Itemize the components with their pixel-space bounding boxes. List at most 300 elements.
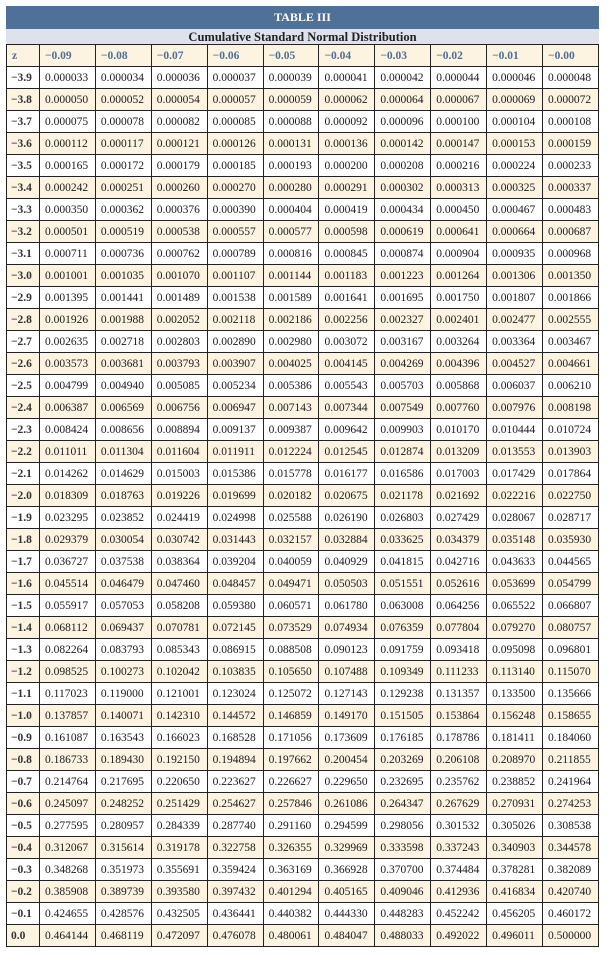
probability-cell: 0.001107	[207, 265, 263, 287]
table-row	[7, 617, 599, 639]
probability-cell: 0.000046	[487, 67, 543, 89]
probability-cell: 0.004396	[431, 353, 487, 375]
table-row	[7, 881, 599, 903]
probability-cell: 0.008198	[543, 397, 599, 419]
probability-cell: 0.010170	[431, 419, 487, 441]
probability-cell: 0.035148	[487, 529, 543, 551]
probability-cell: 0.005386	[263, 375, 319, 397]
probability-cell: 0.000041	[319, 67, 375, 89]
z-value-cell: −1.1	[7, 683, 40, 705]
probability-cell: 0.123024	[207, 683, 263, 705]
probability-cell: 0.000165	[40, 155, 96, 177]
probability-cell: 0.074934	[319, 617, 375, 639]
probability-cell: 0.001035	[95, 265, 151, 287]
probability-cell: 0.009387	[263, 419, 319, 441]
probability-cell: 0.000042	[375, 67, 431, 89]
probability-cell: 0.038364	[151, 551, 207, 573]
probability-cell: 0.241964	[543, 771, 599, 793]
probability-cell: 0.070781	[151, 617, 207, 639]
probability-cell: 0.021692	[431, 485, 487, 507]
probability-cell: 0.472097	[151, 925, 207, 947]
probability-cell: 0.000233	[543, 155, 599, 177]
probability-cell: 0.001001	[40, 265, 96, 287]
probability-cell: 0.003681	[95, 353, 151, 375]
probability-cell: 0.000185	[207, 155, 263, 177]
probability-cell: 0.163543	[95, 727, 151, 749]
probability-cell: 0.000302	[375, 177, 431, 199]
table-row	[7, 309, 599, 331]
probability-cell: 0.015386	[207, 463, 263, 485]
probability-cell: 0.013903	[543, 441, 599, 463]
probability-cell: 0.082264	[40, 639, 96, 661]
table-row	[7, 793, 599, 815]
probability-cell: 0.022750	[543, 485, 599, 507]
probability-cell: 0.428576	[95, 903, 151, 925]
probability-cell: 0.017429	[487, 463, 543, 485]
probability-cell: 0.012224	[263, 441, 319, 463]
z-value-cell: −3.3	[7, 199, 40, 221]
probability-cell: 0.002401	[431, 309, 487, 331]
probability-cell: 0.000598	[319, 221, 375, 243]
probability-cell: 0.312067	[40, 837, 96, 859]
probability-cell: 0.158655	[543, 705, 599, 727]
probability-cell: 0.000036	[151, 67, 207, 89]
probability-cell: 0.088508	[263, 639, 319, 661]
z-value-cell: −0.3	[7, 859, 40, 881]
probability-cell: 0.000100	[431, 111, 487, 133]
probability-cell: 0.432505	[151, 903, 207, 925]
probability-cell: 0.000067	[431, 89, 487, 111]
probability-cell: 0.200454	[319, 749, 375, 771]
probability-cell: 0.378281	[487, 859, 543, 881]
probability-cell: 0.344578	[543, 837, 599, 859]
probability-cell: 0.005234	[207, 375, 263, 397]
probability-cell: 0.480061	[263, 925, 319, 947]
probability-cell: 0.000054	[151, 89, 207, 111]
probability-cell: 0.456205	[487, 903, 543, 925]
probability-cell: 0.063008	[375, 595, 431, 617]
probability-cell: 0.008894	[151, 419, 207, 441]
probability-cell: 0.000179	[151, 155, 207, 177]
probability-cell: 0.000789	[207, 243, 263, 265]
z-value-cell: −1.8	[7, 529, 40, 551]
probability-cell: 0.060571	[263, 595, 319, 617]
probability-cell: 0.022216	[487, 485, 543, 507]
probability-cell: 0.014629	[95, 463, 151, 485]
probability-cell: 0.000362	[95, 199, 151, 221]
table-row	[7, 925, 599, 947]
probability-cell: 0.005085	[151, 375, 207, 397]
probability-cell: 0.011604	[151, 441, 207, 463]
probability-cell: 0.238852	[487, 771, 543, 793]
probability-cell: 0.337243	[431, 837, 487, 859]
probability-cell: 0.096801	[543, 639, 599, 661]
probability-cell: 0.000039	[263, 67, 319, 89]
probability-cell: 0.277595	[40, 815, 96, 837]
z-value-cell: −0.1	[7, 903, 40, 925]
probability-cell: 0.002186	[263, 309, 319, 331]
probability-cell: 0.004527	[487, 353, 543, 375]
probability-cell: 0.000052	[95, 89, 151, 111]
probability-cell: 0.080757	[543, 617, 599, 639]
probability-cell: 0.040059	[263, 551, 319, 573]
probability-cell: 0.002118	[207, 309, 263, 331]
probability-cell: 0.000069	[487, 89, 543, 111]
probability-cell: 0.333598	[375, 837, 431, 859]
table-row	[7, 89, 599, 111]
probability-cell: 0.000280	[263, 177, 319, 199]
z-value-cell: −2.7	[7, 331, 40, 353]
probability-cell: 0.280957	[95, 815, 151, 837]
probability-cell: 0.016586	[375, 463, 431, 485]
probability-cell: 0.363169	[263, 859, 319, 881]
probability-cell: 0.151505	[375, 705, 431, 727]
table-row	[7, 133, 599, 155]
table-row	[7, 419, 599, 441]
probability-cell: 0.000131	[263, 133, 319, 155]
z-value-cell: −1.5	[7, 595, 40, 617]
probability-cell: 0.121001	[151, 683, 207, 705]
z-value-cell: −1.6	[7, 573, 40, 595]
probability-cell: 0.235762	[431, 771, 487, 793]
probability-cell: 0.214764	[40, 771, 96, 793]
probability-cell: 0.001223	[375, 265, 431, 287]
probability-cell: 0.085343	[151, 639, 207, 661]
column-header: −0.04	[319, 45, 375, 67]
probability-cell: 0.168528	[207, 727, 263, 749]
z-value-cell: −1.7	[7, 551, 40, 573]
probability-cell: 0.072145	[207, 617, 263, 639]
probability-cell: 0.109349	[375, 661, 431, 683]
probability-cell: 0.064256	[431, 595, 487, 617]
probability-cell: 0.000390	[207, 199, 263, 221]
probability-cell: 0.024998	[207, 507, 263, 529]
probability-cell: 0.464144	[40, 925, 96, 947]
probability-cell: 0.000104	[487, 111, 543, 133]
probability-cell: 0.004799	[40, 375, 96, 397]
probability-cell: 0.028067	[487, 507, 543, 529]
probability-cell: 0.005543	[319, 375, 375, 397]
probability-cell: 0.001070	[151, 265, 207, 287]
z-value-cell: −3.5	[7, 155, 40, 177]
z-value-cell: −0.2	[7, 881, 40, 903]
z-value-cell: −0.9	[7, 727, 40, 749]
probability-cell: 0.005703	[375, 375, 431, 397]
probability-cell: 0.006947	[207, 397, 263, 419]
probability-cell: 0.044565	[543, 551, 599, 573]
column-header: −0.02	[431, 45, 487, 67]
probability-cell: 0.012545	[319, 441, 375, 463]
probability-cell: 0.102042	[151, 661, 207, 683]
probability-cell: 0.000687	[543, 221, 599, 243]
probability-cell: 0.001144	[263, 265, 319, 287]
probability-cell: 0.003467	[543, 331, 599, 353]
probability-cell: 0.100273	[95, 661, 151, 683]
probability-cell: 0.009903	[375, 419, 431, 441]
probability-cell: 0.025588	[263, 507, 319, 529]
probability-cell: 0.264347	[375, 793, 431, 815]
probability-cell: 0.045514	[40, 573, 96, 595]
probability-cell: 0.091759	[375, 639, 431, 661]
table-row	[7, 221, 599, 243]
z-value-cell: −2.4	[7, 397, 40, 419]
probability-cell: 0.448283	[375, 903, 431, 925]
column-header: −0.09	[40, 45, 96, 67]
probability-cell: 0.117023	[40, 683, 96, 705]
probability-cell: 0.002327	[375, 309, 431, 331]
probability-cell: 0.436441	[207, 903, 263, 925]
probability-cell: 0.000147	[431, 133, 487, 155]
probability-cell: 0.090123	[319, 639, 375, 661]
probability-cell: 0.000159	[543, 133, 599, 155]
probability-cell: 0.003364	[487, 331, 543, 353]
table-row	[7, 353, 599, 375]
probability-cell: 0.000062	[319, 89, 375, 111]
probability-cell: 0.301532	[431, 815, 487, 837]
probability-cell: 0.048457	[207, 573, 263, 595]
probability-cell: 0.000337	[543, 177, 599, 199]
table-row	[7, 441, 599, 463]
probability-cell: 0.004661	[543, 353, 599, 375]
probability-cell: 0.326355	[263, 837, 319, 859]
probability-cell: 0.040929	[319, 551, 375, 573]
probability-cell: 0.000641	[431, 221, 487, 243]
probability-cell: 0.000136	[319, 133, 375, 155]
probability-cell: 0.206108	[431, 749, 487, 771]
probability-cell: 0.033625	[375, 529, 431, 551]
column-header: −0.07	[151, 45, 207, 67]
probability-cell: 0.000664	[487, 221, 543, 243]
probability-cell: 0.257846	[263, 793, 319, 815]
probability-cell: 0.274253	[543, 793, 599, 815]
probability-cell: 0.131357	[431, 683, 487, 705]
z-value-cell: −2.5	[7, 375, 40, 397]
probability-cell: 0.315614	[95, 837, 151, 859]
probability-cell: 0.058208	[151, 595, 207, 617]
probability-cell: 0.129238	[375, 683, 431, 705]
probability-cell: 0.294599	[319, 815, 375, 837]
probability-cell: 0.424655	[40, 903, 96, 925]
probability-cell: 0.006210	[543, 375, 599, 397]
probability-cell: 0.001866	[543, 287, 599, 309]
probability-cell: 0.006037	[487, 375, 543, 397]
z-value-cell: −1.0	[7, 705, 40, 727]
probability-cell: 0.284339	[151, 815, 207, 837]
probability-cell: 0.000142	[375, 133, 431, 155]
column-header-row	[7, 45, 599, 67]
probability-cell: 0.079270	[487, 617, 543, 639]
probability-cell: 0.077804	[431, 617, 487, 639]
table-row	[7, 111, 599, 133]
probability-cell: 0.066807	[543, 595, 599, 617]
probability-cell: 0.000619	[375, 221, 431, 243]
probability-cell: 0.007143	[263, 397, 319, 419]
table-title: TABLE III	[6, 6, 599, 29]
probability-cell: 0.484047	[319, 925, 375, 947]
probability-cell: 0.000968	[543, 243, 599, 265]
probability-cell: 0.086915	[207, 639, 263, 661]
table-row	[7, 485, 599, 507]
probability-cell: 0.405165	[319, 881, 375, 903]
probability-cell: 0.018763	[95, 485, 151, 507]
probability-cell: 0.348268	[40, 859, 96, 881]
probability-cell: 0.055917	[40, 595, 96, 617]
probability-cell: 0.012874	[375, 441, 431, 463]
probability-cell: 0.355691	[151, 859, 207, 881]
probability-cell: 0.030742	[151, 529, 207, 551]
probability-cell: 0.000904	[431, 243, 487, 265]
probability-cell: 0.009642	[319, 419, 375, 441]
probability-cell: 0.298056	[375, 815, 431, 837]
probability-cell: 0.125072	[263, 683, 319, 705]
probability-cell: 0.440382	[263, 903, 319, 925]
probability-cell: 0.119000	[95, 683, 151, 705]
probability-cell: 0.000117	[95, 133, 151, 155]
probability-cell: 0.006569	[95, 397, 151, 419]
probability-cell: 0.000483	[543, 199, 599, 221]
probability-cell: 0.003793	[151, 353, 207, 375]
z-value-cell: −0.4	[7, 837, 40, 859]
z-value-cell: −2.2	[7, 441, 40, 463]
table-row	[7, 837, 599, 859]
probability-cell: 0.000376	[151, 199, 207, 221]
table-row	[7, 463, 599, 485]
probability-cell: 0.049471	[263, 573, 319, 595]
probability-cell: 0.002803	[151, 331, 207, 353]
column-header: −0.08	[95, 45, 151, 67]
z-value-cell: −3.0	[7, 265, 40, 287]
probability-cell: 0.019699	[207, 485, 263, 507]
probability-cell: 0.003072	[319, 331, 375, 353]
probability-cell: 0.024419	[151, 507, 207, 529]
probability-cell: 0.020182	[263, 485, 319, 507]
probability-cell: 0.004025	[263, 353, 319, 375]
probability-cell: 0.059380	[207, 595, 263, 617]
table-row	[7, 67, 599, 89]
probability-cell: 0.009137	[207, 419, 263, 441]
probability-cell: 0.308538	[543, 815, 599, 837]
probability-cell: 0.000044	[431, 67, 487, 89]
z-value-cell: −0.8	[7, 749, 40, 771]
probability-cell: 0.416834	[487, 881, 543, 903]
probability-cell: 0.287740	[207, 815, 263, 837]
probability-cell: 0.002980	[263, 331, 319, 353]
probability-cell: 0.095098	[487, 639, 543, 661]
probability-cell: 0.003573	[40, 353, 96, 375]
probability-cell: 0.001641	[319, 287, 375, 309]
probability-cell: 0.032157	[263, 529, 319, 551]
probability-cell: 0.412936	[431, 881, 487, 903]
table-row	[7, 573, 599, 595]
probability-cell: 0.003167	[375, 331, 431, 353]
probability-cell: 0.496011	[487, 925, 543, 947]
probability-cell: 0.000557	[207, 221, 263, 243]
probability-cell: 0.004145	[319, 353, 375, 375]
probability-cell: 0.001538	[207, 287, 263, 309]
probability-cell: 0.000072	[543, 89, 599, 111]
probability-cell: 0.192150	[151, 749, 207, 771]
table-row	[7, 551, 599, 573]
z-value-cell: −0.7	[7, 771, 40, 793]
probability-cell: 0.000350	[40, 199, 96, 221]
z-value-cell: −2.1	[7, 463, 40, 485]
probability-cell: 0.002718	[95, 331, 151, 353]
probability-cell: 0.001489	[151, 287, 207, 309]
probability-cell: 0.039204	[207, 551, 263, 573]
probability-cell: 0.389739	[95, 881, 151, 903]
probability-cell: 0.000088	[263, 111, 319, 133]
probability-cell: 0.173609	[319, 727, 375, 749]
probability-cell: 0.023852	[95, 507, 151, 529]
probability-cell: 0.011011	[40, 441, 96, 463]
z-value-cell: −3.7	[7, 111, 40, 133]
probability-cell: 0.000325	[487, 177, 543, 199]
probability-cell: 0.153864	[431, 705, 487, 727]
z-value-cell: −3.6	[7, 133, 40, 155]
probability-cell: 0.002890	[207, 331, 263, 353]
probability-cell: 0.061780	[319, 595, 375, 617]
probability-cell: 0.000251	[95, 177, 151, 199]
probability-cell: 0.030054	[95, 529, 151, 551]
probability-cell: 0.093418	[431, 639, 487, 661]
probability-cell: 0.028717	[543, 507, 599, 529]
probability-cell: 0.000057	[207, 89, 263, 111]
probability-cell: 0.003264	[431, 331, 487, 353]
probability-cell: 0.011911	[207, 441, 263, 463]
probability-cell: 0.000216	[431, 155, 487, 177]
probability-cell: 0.000291	[319, 177, 375, 199]
probability-cell: 0.042716	[431, 551, 487, 573]
probability-cell: 0.107488	[319, 661, 375, 683]
probability-cell: 0.186733	[40, 749, 96, 771]
probability-cell: 0.000037	[207, 67, 263, 89]
probability-cell: 0.115070	[543, 661, 599, 683]
probability-cell: 0.000200	[319, 155, 375, 177]
probability-cell: 0.000434	[375, 199, 431, 221]
probability-cell: 0.017003	[431, 463, 487, 485]
probability-cell: 0.001589	[263, 287, 319, 309]
probability-cell: 0.001264	[431, 265, 487, 287]
probability-cell: 0.149170	[319, 705, 375, 727]
z-value-cell: 0.0	[7, 925, 40, 947]
probability-cell: 0.220650	[151, 771, 207, 793]
probability-cell: 0.013209	[431, 441, 487, 463]
probability-cell: 0.000078	[95, 111, 151, 133]
probability-cell: 0.000075	[40, 111, 96, 133]
probability-cell: 0.370700	[375, 859, 431, 881]
table-row	[7, 771, 599, 793]
probability-cell: 0.000935	[487, 243, 543, 265]
probability-cell: 0.217695	[95, 771, 151, 793]
probability-cell: 0.000270	[207, 177, 263, 199]
probability-cell: 0.002555	[543, 309, 599, 331]
probability-cell: 0.001695	[375, 287, 431, 309]
z-value-cell: −2.8	[7, 309, 40, 331]
probability-cell: 0.000467	[487, 199, 543, 221]
probability-cell: 0.000845	[319, 243, 375, 265]
probability-cell: 0.000108	[543, 111, 599, 133]
z-value-cell: −0.5	[7, 815, 40, 837]
probability-cell: 0.000096	[375, 111, 431, 133]
probability-cell: 0.322758	[207, 837, 263, 859]
probability-cell: 0.251429	[151, 793, 207, 815]
probability-cell: 0.057053	[95, 595, 151, 617]
probability-cell: 0.019226	[151, 485, 207, 507]
table-row	[7, 375, 599, 397]
normal-table-panel	[6, 6, 599, 947]
probability-cell: 0.291160	[263, 815, 319, 837]
probability-cell: 0.203269	[375, 749, 431, 771]
